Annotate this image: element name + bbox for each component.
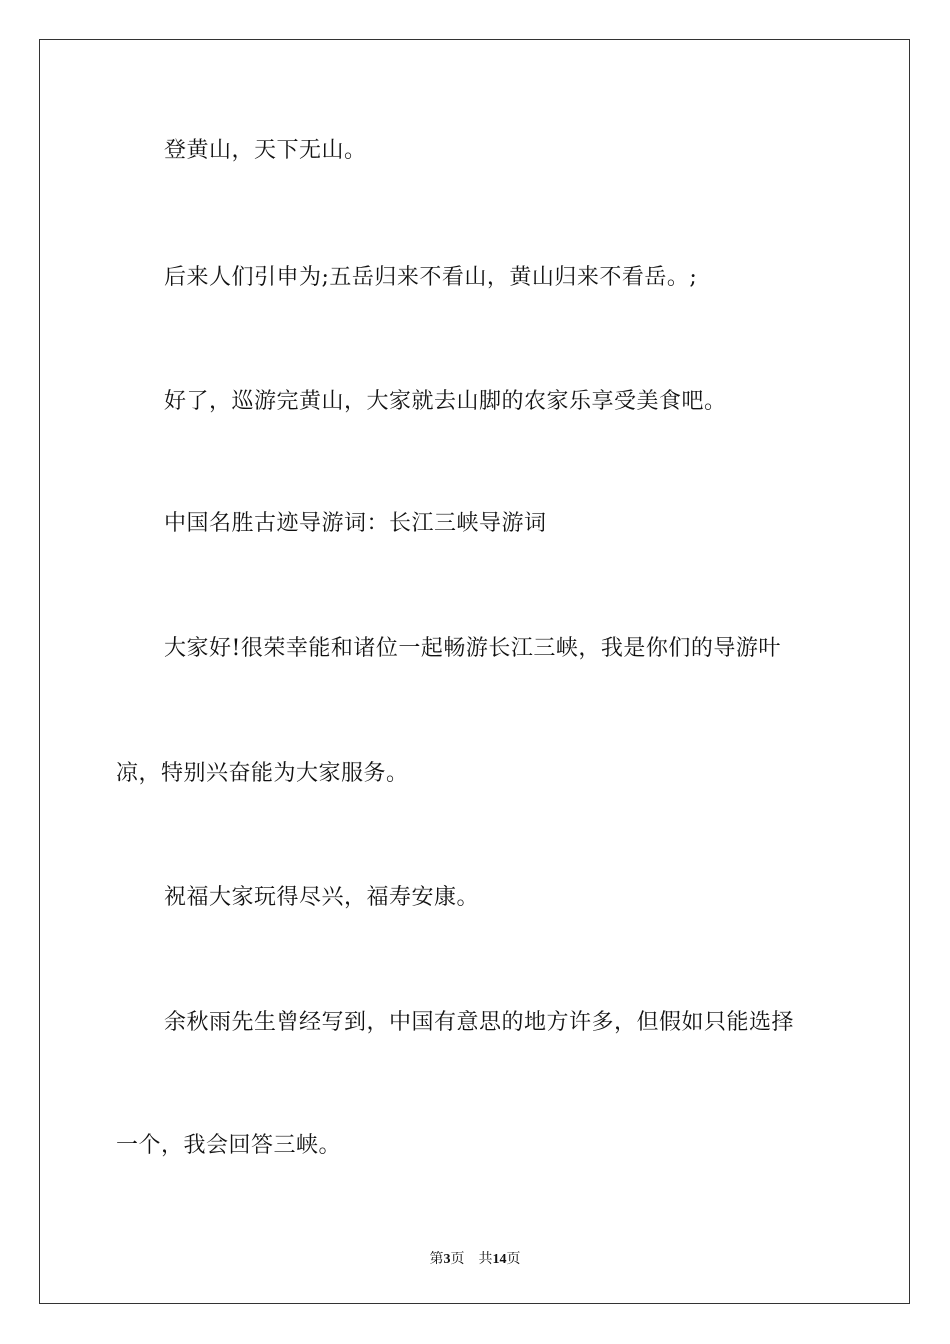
paragraph-1: 登黄山，天下无山。 (164, 138, 367, 163)
paragraph-7-line-2: 一个，我会回答三峡。 (116, 1133, 342, 1158)
paragraph-6: 祝福大家玩得尽兴，福寿安康。 (164, 885, 480, 910)
paragraph-4-heading: 中国名胜古迹导游词：长江三峡导游词 (164, 511, 547, 536)
paragraph-3: 好了，巡游完黄山，大家就去山脚的农家乐享受美食吧。 (164, 389, 727, 414)
footer-total-suffix: 页 (506, 1252, 521, 1267)
footer-page-prefix: 第 (429, 1252, 444, 1267)
paragraph-5-line-1: 大家好!很荣幸能和诸位一起畅游长江三峡，我是你们的导游叶 (164, 636, 781, 661)
page-footer (0, 1248, 950, 1268)
paragraph-7-line-1: 余秋雨先生曾经写到，中国有意思的地方许多，但假如只能选择 (164, 1010, 795, 1035)
footer-total-pages: 14 (492, 1252, 507, 1267)
page-border (39, 39, 910, 1304)
footer-page-suffix: 页 (450, 1252, 465, 1267)
paragraph-2: 后来人们引申为;五岳归来不看山，黄山归来不看岳。; (164, 265, 698, 290)
footer-page-number: 3 (443, 1252, 451, 1267)
paragraph-5-line-2: 凉，特别兴奋能为大家服务。 (116, 761, 409, 786)
footer-total-prefix: 共 (478, 1252, 493, 1267)
